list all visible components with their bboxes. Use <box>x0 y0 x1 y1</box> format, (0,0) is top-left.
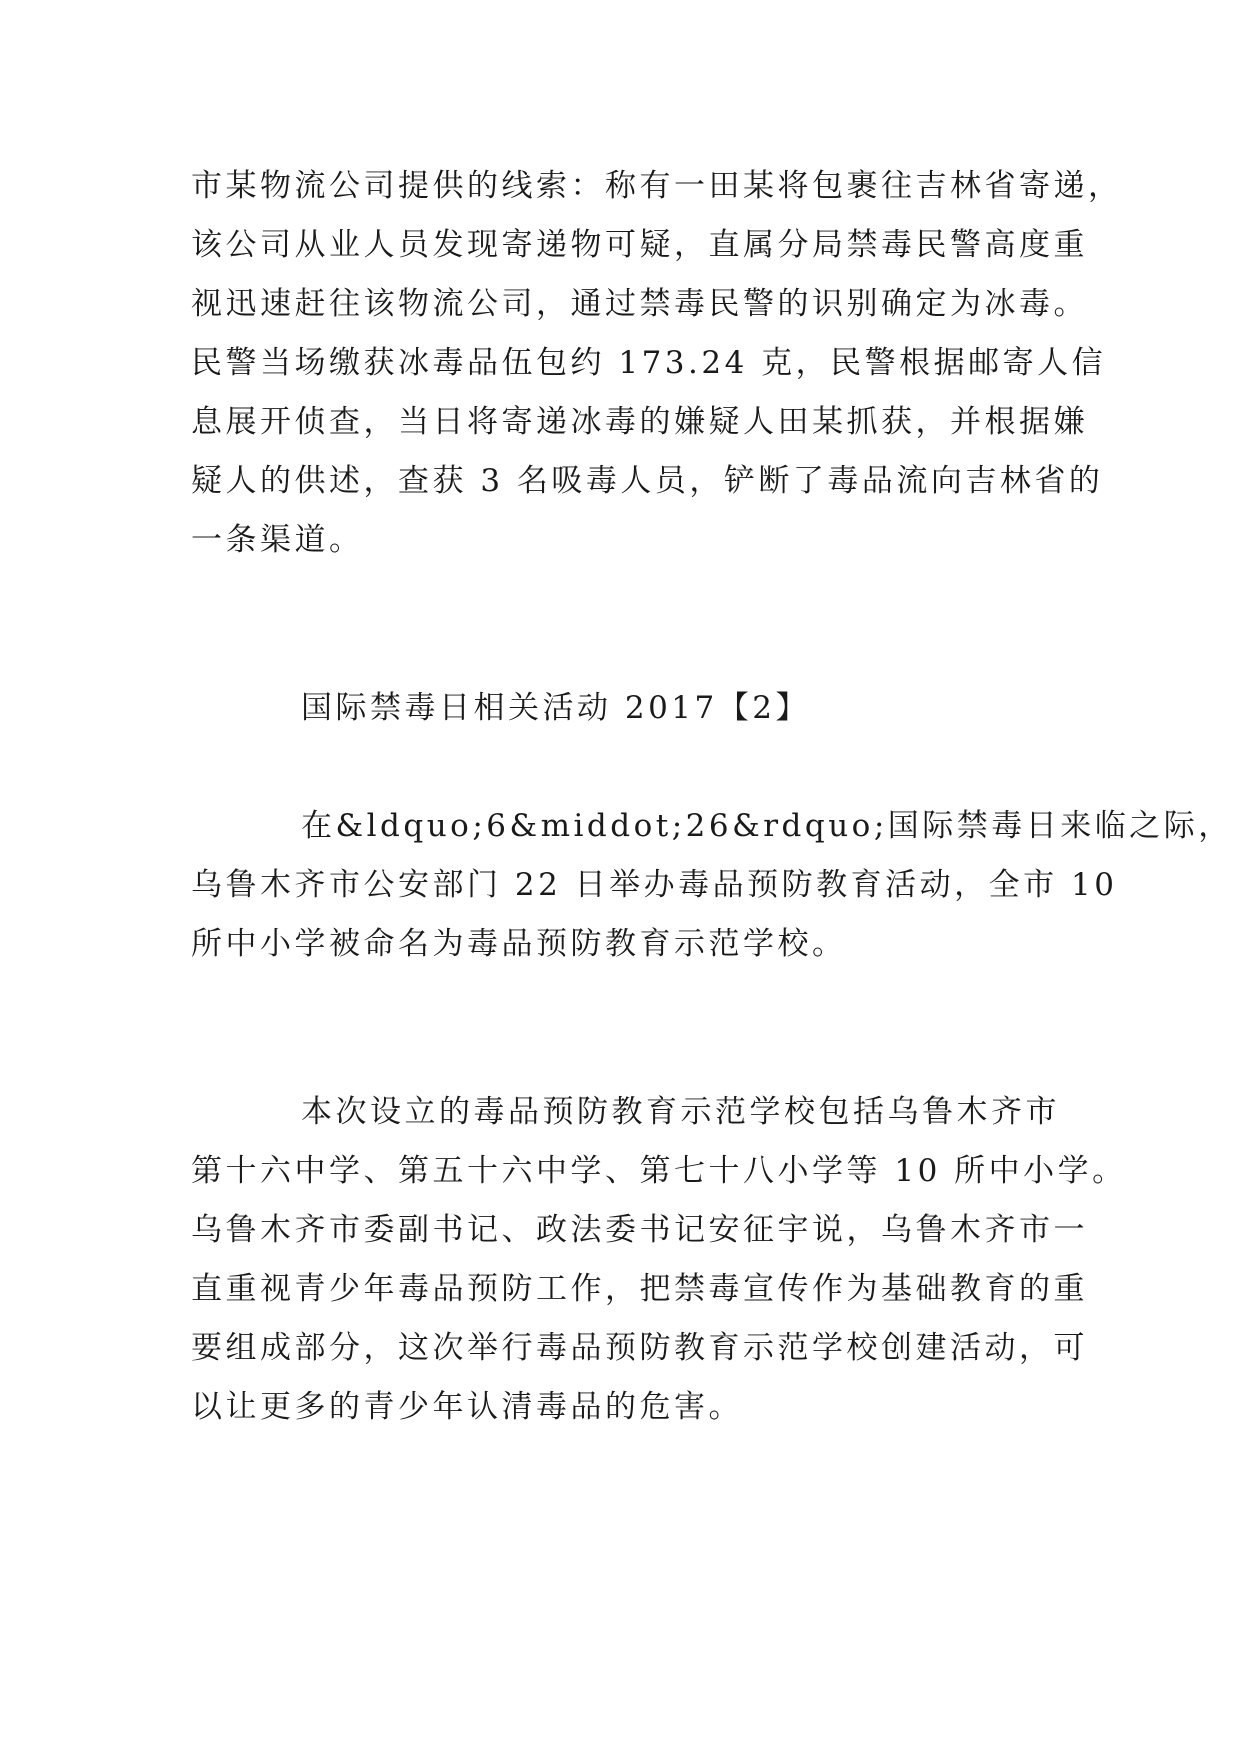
paragraph-line: 视迅速赶往该物流公司，通过禁毒民警的识别确定为冰毒。 <box>191 286 1088 322</box>
paragraph-line: 所中小学被命名为毒品预防教育示范学校。 <box>191 926 847 962</box>
paragraph-line: 市某物流公司提供的线索：称有一田某将包裹往吉林省寄递， <box>191 168 1123 204</box>
paragraph-line: 息展开侦查，当日将寄递冰毒的嫌疑人田某抓获，并根据嫌 <box>191 404 1088 440</box>
paragraph-line: 第十六中学、第五十六中学、第七十八小学等 10 所中小学。 <box>191 1153 1127 1189</box>
section-heading: 国际禁毒日相关活动 2017【2】 <box>301 690 810 726</box>
paragraph-line: 疑人的供述，查获 3 名吸毒人员，铲断了毒品流向吉林省的 <box>191 463 1104 499</box>
paragraph-line: 一条渠道。 <box>191 522 364 558</box>
paragraph-line: 以让更多的青少年认清毒品的危害。 <box>191 1389 743 1425</box>
paragraph-line: 民警当场缴获冰毒品伍包约 173.24 克，民警根据邮寄人信 <box>191 345 1107 381</box>
paragraph-line: 乌鲁木齐市委副书记、政法委书记安征宇说，乌鲁木齐市一 <box>191 1212 1088 1248</box>
paragraph-line: 乌鲁木齐市公安部门 22 日举办毒品预防教育活动，全市 10 <box>191 867 1118 903</box>
paragraph-line: 本次设立的毒品预防教育示范学校包括乌鲁木齐市 <box>301 1094 1060 1130</box>
paragraph-line: 直重视青少年毒品预防工作，把禁毒宣传作为基础教育的重 <box>191 1271 1088 1307</box>
paragraph-line: 要组成部分，这次举行毒品预防教育示范学校创建活动，可 <box>191 1330 1088 1366</box>
paragraph-line: 该公司从业人员发现寄递物可疑，直属分局禁毒民警高度重 <box>191 227 1088 263</box>
paragraph-line: 在&ldquo;6&middot;26&rdquo;国际禁毒日来临之际， <box>301 808 1233 844</box>
